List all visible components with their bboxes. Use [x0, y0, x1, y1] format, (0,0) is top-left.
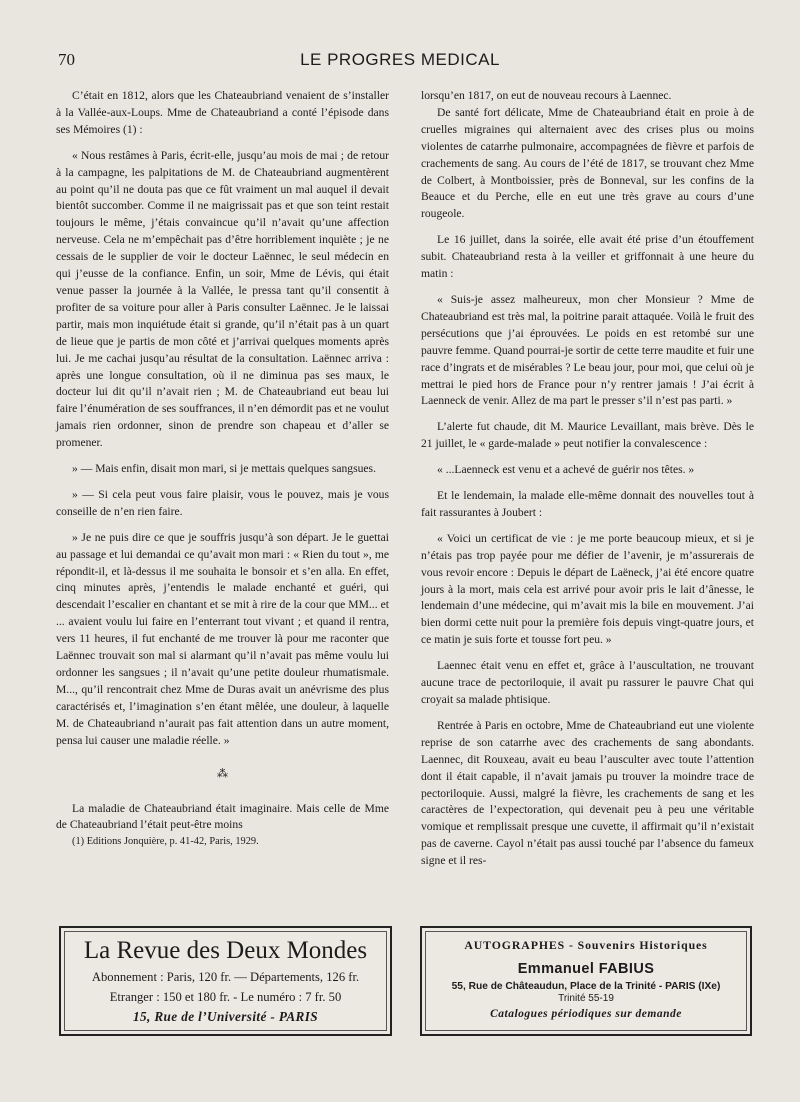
page-number: 70: [58, 50, 75, 69]
paragraph: lorsqu’en 1817, on eut de nouveau recours à Laennec.: [421, 89, 672, 102]
ad-revue-des-deux-mondes: [59, 926, 392, 1036]
ad-autographes-address: 55, Rue de Châteaudun, Place de la Trinité - PARIS (IXe): [451, 981, 721, 992]
paragraph: Et le lendemain, la malade elle-même donnait des nouvelles tout à fait rassurantes à Joubert :: [421, 489, 754, 519]
ad-revue-address: 15, Rue de l’Université - PARIS: [132, 1009, 319, 1024]
running-title: LE PROGRES MEDICAL: [300, 50, 500, 69]
right-column: [421, 88, 754, 870]
footnote: (1) Editions Jonquière, p. 41-42, Paris, 1929.: [72, 836, 259, 848]
paragraph: C’était en 1812, alors que les Chateaubriand venaient de s’installer à la Vallée-aux-Loups. Mme de Chateaubriand a conté l’épisode dans ses Mémoires (1) :: [56, 89, 389, 136]
ad-autographes-name: Emmanuel FABIUS: [517, 961, 655, 977]
left-column: [56, 88, 389, 851]
paragraph: « ...Laenneck est venu et a achevé de guérir nos têtes. »: [437, 463, 695, 477]
paragraph: Le 16 juillet, dans la soirée, elle avait été prise d’un étouffement subit. Chateaubriand resta à la veiller et griffonnait à une heure du matin :: [421, 233, 754, 281]
paragraph: Laennec était venu en effet et, grâce à l’auscultation, ne trouvant aucune trace de pectoriloquie, il avait pu rassurer le pauvre Chat qui croyait sa malade phtisique.: [421, 659, 754, 706]
paragraph: » Je ne puis dire ce que je souffris jusqu’à son départ. Je le guettai au passage et lui demandai ce qu’avait mon mari : « Rien du tout », me répondit-il, et là-dessus il me souhaita le bonsoir et s’en alla. En effet, cinq minutes après, j’entendis le malade enchanté et guéri, qui descendait l’escalier en chantant et se mit à rire de la cour que MM... et ... avaient voulu lui faire en l’enterrant tout vivant ; et quand il rentra, vers 11 heures, il fut enchanté de me trouver là pour me raconter que Laënnec trouvait son mal si alarmant qu’il n’avait pas même voulu lui ordonner les sangsues ; il n’avait qu’une petite douleur rhumatismale. M..., qu’il rencontrait chez Mme de Duras avait un anévrisme des plus caractérisés et, l’imagination s’en étant mêlée, une douleur, à laquelle M. de Chateaubriand n’aurait pas fait attention dans un autre moment, pensa lui causer une maladie réelle. »: [56, 530, 389, 747]
ad-autographes-phone: Trinité 55-19: [558, 993, 614, 1004]
paragraph: De santé fort délicate, Mme de Chateaubriand était en proie à de cruelles migraines qui alternaient avec des crises plus ou moins violentes de catarrhe pulmonaire, accompagnées de fièvre et parfois de crachements de sang. Au cours de l’été de 1817, se trouvant chez Mme de Colbert, à Montboissier, près de Bonneval, sur les confins de la Beauce et du Perche, elle en eut une très grave au cours d’une rougeole.: [421, 105, 754, 221]
paragraph: La maladie de Chateaubriand était imaginaire. Mais celle de Mme de Chateaubriand l’était peut-être moins: [56, 801, 389, 832]
paragraph: Rentrée à Paris en octobre, Mme de Chateaubriand eut une violente reprise de son catarrhe avec des crachements de sang abondants. Laennec, dit Rouxeau, avait eu beau l’ausculter avec toute l’attention dont il était capable, il n’avait jamais pu trouver la moindre trace de pectoriloquie. Aussi, malgré la fièvre, les crachements de sang et les caractères de l’expectoration, qui devenait peu à peu une véritable vomique et remplissait presque une cuvette, il affirmait qu’il n’existait pas de caverne. Cayol n’était pas aussi touché par l’absence du fameux signe et il res-: [421, 718, 754, 868]
paragraph: « Voici un certificat de vie : je me porte beaucoup mieux, et si je n’étais pas trop payée pour me défier de l’avenir, je m’assurerais de vous revoir encore : Depuis le départ de Laëneck, j’ai été encore quatre jours à la mort, mais cela est arrivé pour avoir pris le lait d’ânesse, le lendemain d’une médecine, qui m’avait mis la bile en mouvement. J’ai bien dormi cette nuit pour la première fois depuis vingt-quatre jours, et ce matin je suis forte et tousse fort peu. »: [421, 531, 754, 647]
ad-revue-subscription: Abonnement : Paris, 120 fr. — Départements, 126 fr.: [91, 970, 360, 984]
paragraph: « Suis-je assez malheureux, mon cher Monsieur ? Mme de Chateaubriand est très mal, la poitrine parait attaquée. Voilà le fruit des persécutions que j’ai éprouvées. Le poids en est retombé sur une pauvre femme. Quand pourrai-je sortir de cette terre maudite et fuir une race d’ingrats et de misérables ? Le beau jour, pour moi, que celui où je mettrai le pied hors de France pour n’y rentrer jamais ! J’ai écrit à Laenneck de venir. Allez de ma part le presser s’il n’est pas parti. »: [421, 292, 754, 408]
ad-revue-title: La Revue des Deux Mondes: [83, 937, 368, 964]
section-dinkus: ⁂: [217, 767, 228, 780]
paragraph: » — Mais enfin, disait mon mari, si je mettais quelques sangsues.: [72, 462, 376, 476]
ad-autographes-heading: AUTOGRAPHES - Souvenirs Historiques: [464, 938, 708, 952]
ad-autographes-fabius: [420, 926, 752, 1036]
paragraph: « Nous restâmes à Paris, écrit-elle, jusqu’au mois de mai ; de retour à la campagne, les palpitations de M. de Chateaubriand augmentèrent au point qu’il ne douta pas que ce fût vraiment un mal auquel il devait bientôt succomber. Comme il ne maigrissait pas et que son teint restait toujours le même, j’étais convaincue qu’il n’avait qu’une affection nerveuse. Cela ne m’empêchait pas d’être horriblement inquiète ; je ne cessais de le supplier de voir le docteur Laënnec, le seul médecin en qui j’eusse de la confiance. Enfin, un soir, Mme de Lévis, qui était venue passer la journée à la Vallée, le pressa tant qu’il consentit à profiter de sa voiture pour aller à Paris consulter Laënnec. Je le laissai partir, mais mon inquiétude était si grande, qu’il n’était pas à un quart de lieue que je partis de mon côté et j’arrivai quelques moments après lui. Je me cachai jusqu’au résultat de la consultation. Laënnec arriva : après une longue consultation, où il ne diminua pas ses maux, le docteur lui dit qu’il n’avait rien ; M. de Chateaubriand eut beau lui faire l’énumération de ses souffrances, il n’en démordit pas et ne voulut jamais rien ordonner, sinon de prendre son chapeau et d’aller se promener.: [56, 148, 389, 450]
ad-autographes-catalogues: Catalogues périodiques sur demande: [490, 1008, 682, 1020]
paragraph: » — Si cela peut vous faire plaisir, vous le pouvez, mais je vous conseille de n’en rien faire.: [56, 487, 389, 518]
ad-revue-foreign: Etranger : 150 et 180 fr. - Le numéro : 7 fr. 50: [109, 990, 342, 1004]
paragraph: L’alerte fut chaude, dit M. Maurice Levaillant, mais brève. Dès le 21 juillet, le « garde-malade » peut notifier la convalescence :: [421, 420, 754, 451]
